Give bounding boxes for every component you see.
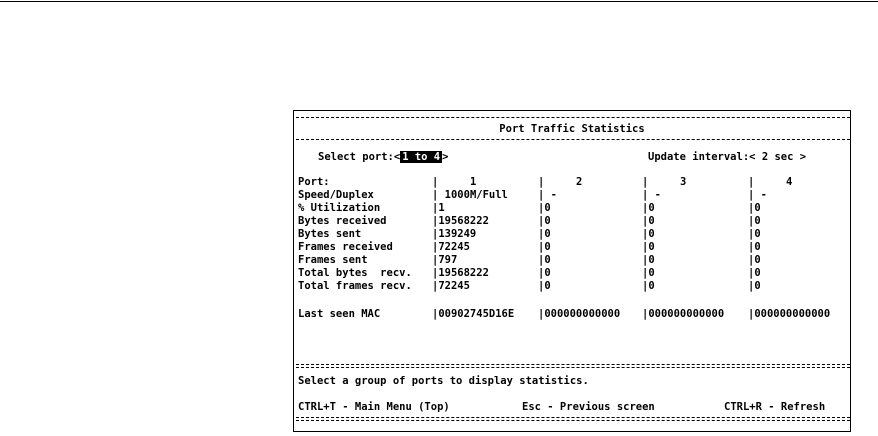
port-4-value: |0 <box>748 228 761 240</box>
port-3-value: |0 <box>642 228 655 240</box>
port-3-mac: |000000000000 <box>642 308 725 320</box>
port-1-value: |1 <box>432 202 445 214</box>
port-3-value: |0 <box>642 267 655 279</box>
previous-screen-shortcut[interactable]: Esc - Previous screen <box>522 401 655 413</box>
port-3-value: |0 <box>642 254 655 266</box>
port-1-value: | 1000M/Full <box>432 189 508 201</box>
row-label: Frames sent <box>298 254 368 266</box>
refresh-shortcut[interactable]: CTRL+R - Refresh <box>724 401 826 413</box>
row-label: Bytes sent <box>298 228 362 240</box>
update-interval-value[interactable]: 2 sec <box>761 151 794 163</box>
port-1-value: |797 <box>432 254 458 266</box>
port-2-mac: |000000000000 <box>538 308 621 320</box>
select-port-label: Select port: <box>318 151 394 163</box>
port-4-value: |0 <box>748 241 761 253</box>
row-label: Total frames recv. <box>298 280 412 292</box>
port-2-value: | - <box>538 189 557 201</box>
update-interval-label: Update interval: <box>648 151 750 163</box>
main-menu-shortcut[interactable]: CTRL+T - Main Menu (Top) <box>298 401 450 413</box>
footer-double-border <box>296 364 850 368</box>
select-port-value[interactable]: 1 to 4 <box>402 151 441 163</box>
screen-title: Port Traffic Statistics <box>499 123 645 135</box>
port-1-value: |19568222 <box>432 215 489 227</box>
port-1-value: |72245 <box>432 241 470 253</box>
port-4-mac: |000000000000 <box>748 308 831 320</box>
port-2-value: |0 <box>538 280 551 292</box>
port-2-value: |0 <box>538 228 551 240</box>
top-dashed-border <box>296 117 850 118</box>
row-label: % Utilization <box>298 202 381 214</box>
port-4-value: |0 <box>748 267 761 279</box>
title-dashed-border <box>296 139 850 140</box>
header-port-2: | 2 <box>538 176 583 188</box>
port-3-value: |0 <box>642 215 655 227</box>
help-text: Select a group of ports to display statistics. <box>298 375 589 387</box>
row-label: Speed/Duplex <box>298 189 374 201</box>
port-1-mac: |00902745D16E <box>432 308 515 320</box>
port-3-value: |0 <box>642 280 655 292</box>
port-4-value: |0 <box>748 280 761 292</box>
terminal-window <box>293 110 851 432</box>
page-top-rule <box>0 1 878 2</box>
port-2-value: |0 <box>538 254 551 266</box>
header-port-3: | 3 <box>642 176 687 188</box>
port-4-value: | - <box>748 189 767 201</box>
port-2-value: |0 <box>538 215 551 227</box>
header-port-4: | 4 <box>748 176 793 188</box>
bottom-double-border <box>296 417 850 421</box>
row-label: Bytes received <box>298 215 387 227</box>
port-4-value: |0 <box>748 215 761 227</box>
update-interval-control[interactable]: Update interval:< 2 sec > <box>648 151 807 163</box>
port-1-value: |19568222 <box>432 267 489 279</box>
port-2-value: |0 <box>538 202 551 214</box>
header-port-1: | 1 <box>432 176 477 188</box>
select-port-control[interactable]: Select port:< 1 to 4 > <box>318 151 449 163</box>
port-3-value: |0 <box>642 202 655 214</box>
port-3-value: |0 <box>642 241 655 253</box>
mac-row-label: Last seen MAC <box>298 308 381 320</box>
header-port: Port: <box>298 176 330 188</box>
port-2-value: |0 <box>538 241 551 253</box>
port-2-value: |0 <box>538 267 551 279</box>
row-label: Frames received <box>298 241 393 253</box>
port-1-value: |72245 <box>432 280 470 292</box>
row-label: Total bytes recv. <box>298 267 412 279</box>
port-4-value: |0 <box>748 202 761 214</box>
port-1-value: |139249 <box>432 228 477 240</box>
port-3-value: | - <box>642 189 661 201</box>
port-4-value: |0 <box>748 254 761 266</box>
